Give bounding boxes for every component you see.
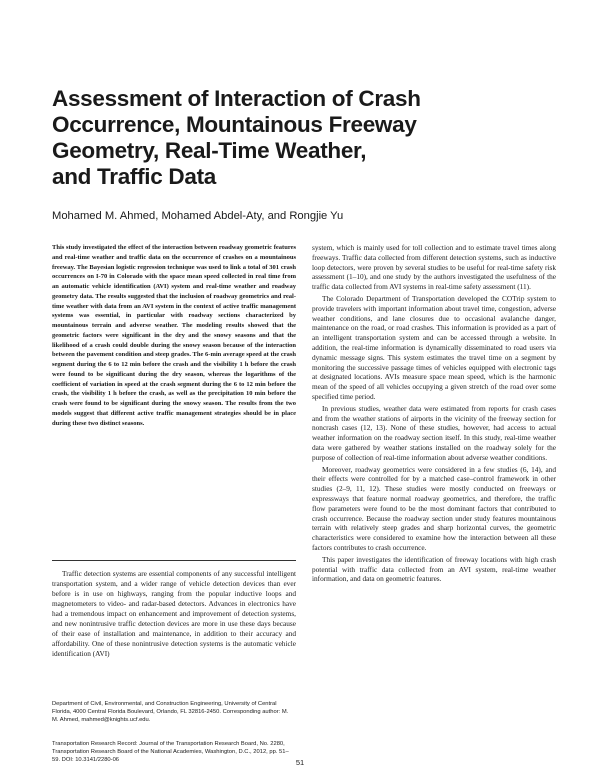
body-paragraph: The Colorado Department of Transportation developed the COTrip system to provide travelers with important information about travel time, congestion, adverse weather conditions, and lane closures due to occasional avalanche danger, maintenance on the road, or road crashes. This information is provided as a part of an intelligent transportation system and can be accessed through a website. In addition, the real-time information is dynamically disseminated to road users via dynamic message signs. This system estimates the travel time on a segment by monitoring the successive passage times of vehicles equipped with electronic tags at designated locations. AVIs measure space mean speed, which is the harmonic mean of the speed of all vehicles occupying a given stretch of the road over some specified time period. (312, 293, 556, 401)
title-line: Geometry, Real-Time Weather, (52, 138, 367, 163)
intro-paragraph: Traffic detection systems are essential components of any successful intelligent transportation system, and a wider range of vehicle detection devices than ever before is in use on highways, ranging from the popular inductive loops and magnetometers to video- and radar-based detectors. Advances in electronics have had a tremendous impact on enhancement and improvement of detection systems, and new nonintrusive traffic detection devices are more in use these days because of their ease of installation and maintenance, in addition to their accuracy and affordability. One of these nonintrusive detection systems is the automatic vehicle identification (AVI) (52, 569, 296, 658)
authors: Mohamed M. Ahmed, Mohamed Abdel-Aty, and Rongjie Yu (52, 210, 344, 222)
page-number: 51 (295, 758, 305, 767)
abstract-text: This study investigated the effect of the interaction between roadway geometric features and real-time weather and traffic data on the occurrence of crashes on a mountainous freeway. The Bayesian logistic regression technique was used to link a total of 301 crash occurrences on I-70 in Colorado with the space mean speed collected in real time from an automatic vehicle identification (AVI) system and real-time weather and roadway geometry data. The results suggested that the inclusion of roadway geometrics and real-time weather with data from an AVI system in the context of active traffic management systems was essential, in particular with roadway sections characterized by mountainous terrain and adverse weather. The modeling results showed that the geometric factors were significant in the dry and the snowy seasons and that the likelihood of a crash could double during the snowy season because of the interaction between the pavement condition and steep grades. The 6-min average speed at the crash segment during the 6 to 12 min before the crash and the visibility 1 h before the crash were found to be significant during the dry season, whereas the logarithms of the coefficient of variation in speed at the crash segment during the 6 to 12 min before the crash, the visibility 1 h before the crash, as well as the precipitation 10 min before the crash were found to be significant during the snowy season. The results from the two models suggest that different active traffic management strategies should be in place during these two distinct seasons. (52, 244, 296, 427)
abstract (52, 243, 296, 428)
title-line: and Traffic Data (52, 164, 216, 189)
section-divider (52, 560, 296, 561)
introduction (52, 569, 296, 659)
paper-title (52, 86, 452, 190)
body-paragraph: This paper investigates the identification of freeway locations with high crash potential with traffic data collected from an AVI system, real-time weather information, and data on geometric features. (312, 554, 556, 584)
footnote-citation: Transportation Research Record: Journal of the Transportation Research Board, No. 2280, Transportation Research Board of the National Academies, Washington, D.C., 2012, pp. 51–59. DOI: 10.3141/2280-06 (52, 741, 289, 764)
body-paragraph: system, which is mainly used for toll collection and to estimate travel times along freeways. Traffic data collected from different detection systems, such as inductive loop detectors, were proven by several studies to be useful for real-time safety risk assessment (1–10), and one study by the authors investigated the usefulness of the traffic data collected from AVI systems in real-time safety assessment (11). (312, 243, 556, 292)
footnote-affiliation: Department of Civil, Environmental, and Construction Engineering, University of Central Florida, 4000 Central Florida Boulevard, Orlando, FL 32816-2450. Corresponding author: M. M. Ahmed, mahmed@knights.ucf.edu. (52, 701, 289, 724)
body-right-column (312, 243, 556, 584)
body-paragraph: Moreover, roadway geometrics were considered in a few studies (6, 14), and their effects were controlled for by a matched case–control framework in other studies (2–9, 11, 12). These studies were mostly conducted on freeways or expressways that feature normal roadway geometrics, and therefore, the traffic flow parameters were found to be the most dominant factors that contributed to crash occurrence. Because the roadway section under study features mountainous terrain with relatively steep grades and sharp horizontal curves, the geometric characteristics were considered to examine how the interaction between all these factors contributes to crash occurrence. (312, 464, 556, 552)
title-line: Occurrence, Mountainous Freeway (52, 112, 417, 137)
title-line: Assessment of Interaction of Crash (52, 86, 421, 111)
body-paragraph: In previous studies, weather data were estimated from reports for crash cases and from the weather stations of airports in the vicinity of the freeway section for noncrash cases (12, 13). None of these studies, however, had access to actual weather information on the roadway section itself. In this study, real-time weather data were gathered by weather stations installed on the roadway solely for the purpose of collection of real-time information about adverse weather conditions. (312, 403, 556, 462)
